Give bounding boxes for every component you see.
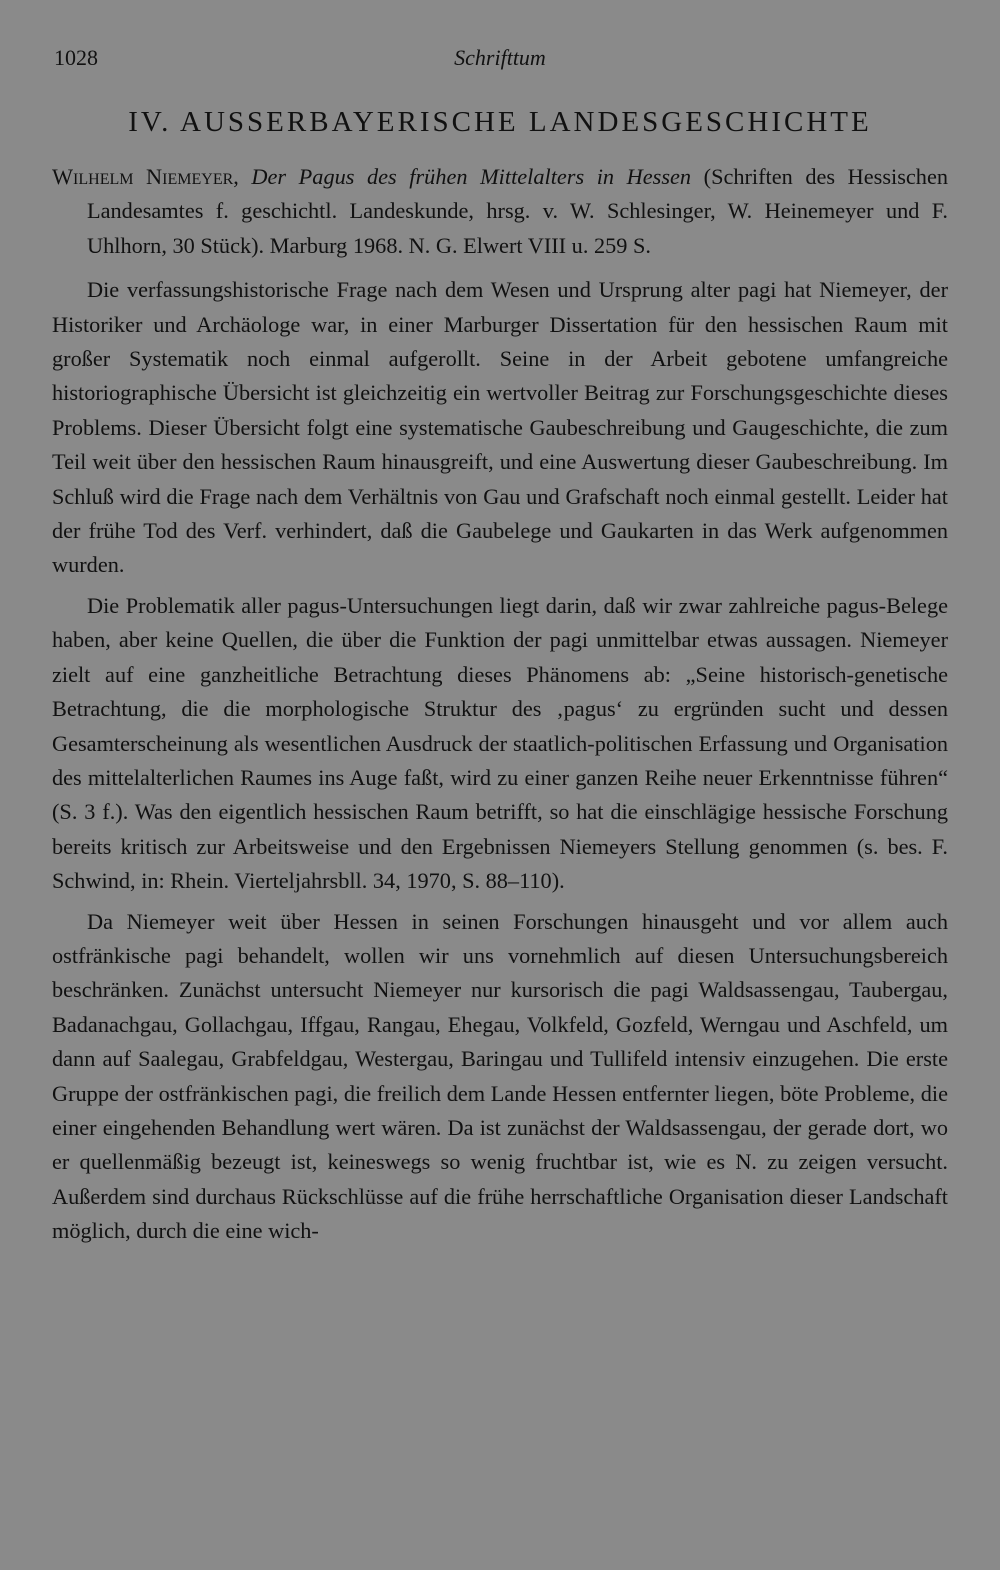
paragraph-2: Die Problematik aller pagus-Untersuchungen liegt darin, daß wir zwar zahlreiche pagus-Belege haben, aber keine Quellen, die über die Funktion der pagi unmittelbar etwas aussagen. Niemeyer zielt auf eine ganzheitliche Betrachtung dieses Phänomens ab: „Seine historisch-genetische Betrachtung, die die morphologische Struktur des ‚pagus‘ zu ergründen sucht und dessen Gesamterscheinung als wesentlichen Ausdruck der staatlich-politischen Erfassung und Organisation des mittelalterlichen Raumes ins Auge faßt, wird zu einer ganzen Reihe neuer Erkenntnisse führen“ (S. 3 f.). Was den eigentlich hessischen Raum betrifft, so hat die einschlägige hessische Forschung bereits kritisch zur Arbeitsweise und den Ergebnissen Niemeyers Stellung genommen (s. bes. F. Schwind, in: Rhein. Vierteljahrsbll. 34, 1970, S. 88–110). — [52, 592, 948, 894]
section-heading: IV. AUSSERBAYERISCHE LANDESGESCHICHTE — [128, 106, 872, 138]
review-body — [52, 160, 948, 1255]
page-number: 1028 — [54, 45, 98, 70]
running-head — [52, 42, 948, 74]
entry-details: (Schriften des Hessischen Landesamtes f. geschichtl. Landeskunde, hrsg. v. W. Schlesinger, W. Heinemeyer und F. Uhlhorn, 30 Stück). Marburg 1968. N. G. Elwert VIII u. 259 S. — [87, 164, 948, 258]
paragraph-3: Da Niemeyer weit über Hessen in seinen Forschungen hinausgeht und vor allem auch ostfränkische pagi behandelt, wollen wir uns vornehmlich auf diesen Untersuchungsbereich beschränken. Zunächst untersucht Niemeyer nur kursorisch die pagi Waldsassengau, Taubergau, Badanachgau, Gollachgau, Iffgau, Rangau, Ehegau, Volkfeld, Gozfeld, Werngau und Aschfeld, um dann auf Saalegau, Grabfeldgau, Westergau, Baringau und Tullifeld intensiv einzugehen. Die erste Gruppe der ostfränkischen pagi, die freilich dem Lande Hessen entfernter liegen, böte Probleme, die einer eingehenden Behandlung wert wären. Da ist zunächst der Waldsassengau, der gerade dort, wo er quellenmäßig bezeugt ist, keineswegs so wenig fruchtbar ist, wie es N. zu zeigen versucht. Außerdem sind durchaus Rückschlüsse auf die frühe herrschaftliche Organisation dieser Landschaft möglich, durch die eine wich- — [52, 908, 948, 1244]
entry-author: Wilhelm Niemeyer — [52, 164, 234, 189]
paragraph-1: Die verfassungshistorische Frage nach dem Wesen und Ursprung alter pagi hat Niemeyer, der Historiker und Archäologe war, in einer Marburger Dissertation für den hessischen Raum mit großer Systematik noch einmal aufgerollt. Seine in der Arbeit gebotene umfangreiche historiographische Übersicht ist gleichzeitig ein wertvoller Beitrag zur Forschungsgeschichte dieses Problems. Dieser Übersicht folgt eine systematische Gaubeschreibung und Gaugeschichte, die zum Teil weit über den hessischen Raum hinausgreift, und eine Auswertung dieser Gaubeschreibung. Im Schluß wird die Frage nach dem Verhältnis von Gau und Grafschaft noch einmal gestellt. Leider hat der frühe Tod des Verf. verhindert, daß die Gaubelege und Gaukarten in das Werk aufgenommen wurden. — [52, 277, 948, 578]
running-title: Schrifttum — [454, 45, 546, 70]
bibliographic-entry: Wilhelm Niemeyer, Der Pagus des frühen Mittelalters in Hessen (Schriften des Hessischen Landesamtes f. geschichtl. Landeskunde, hrsg. v. W. Schlesinger, W. Heinemeyer und F. Uhlhorn, 30 Stück). Marburg 1968. N. G. Elwert VIII u. 259 S. — [52, 164, 948, 258]
entry-work-title: Der Pagus des frühen Mittelalters in Hessen — [251, 164, 692, 189]
